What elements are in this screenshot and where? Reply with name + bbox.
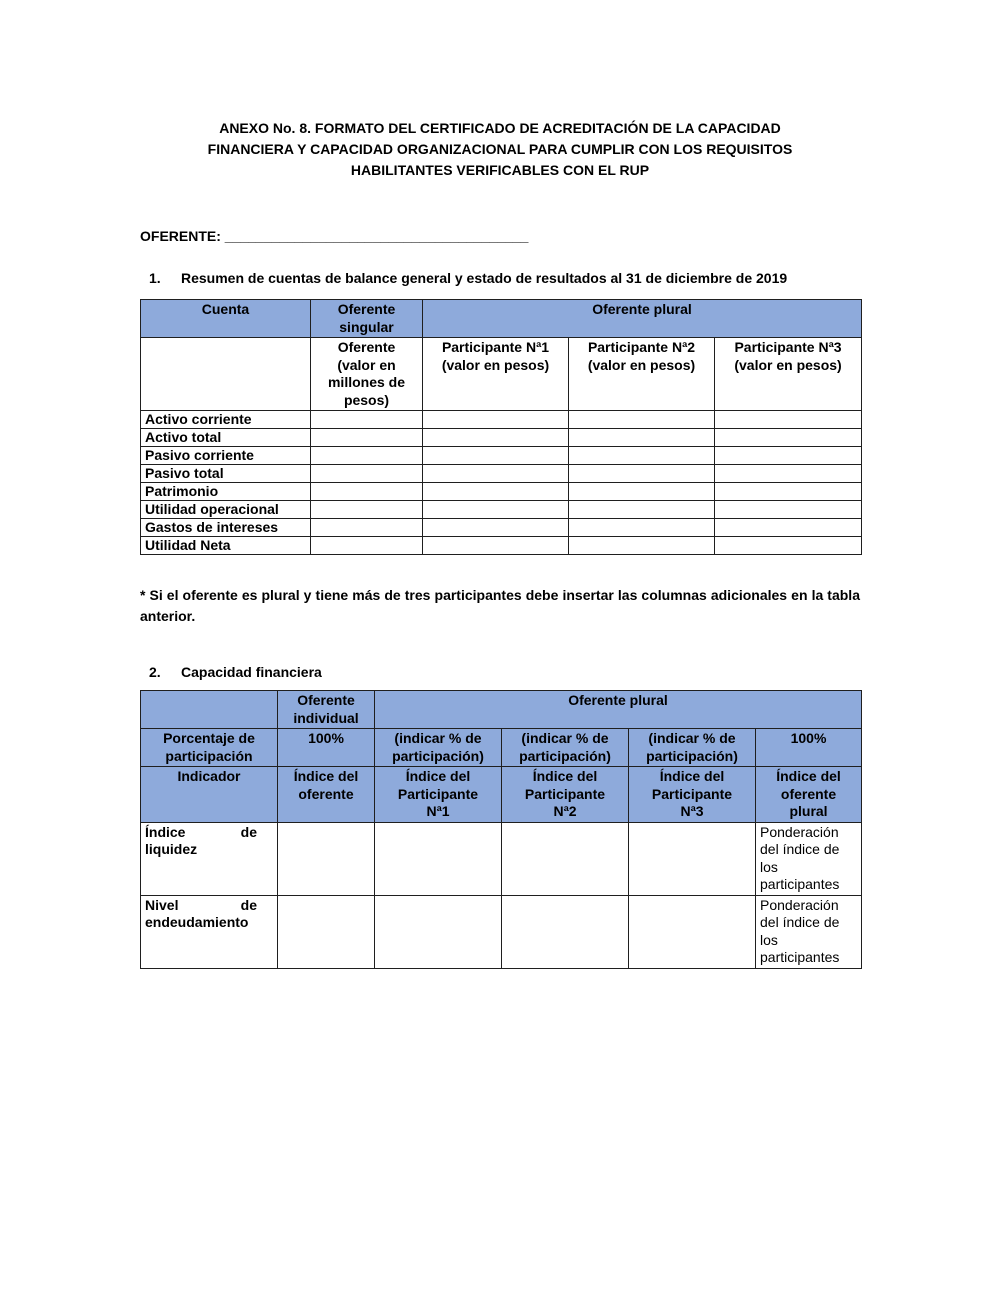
empty-cell	[311, 483, 423, 501]
indicator-p1: Índice del Participante Nª1	[375, 767, 502, 823]
table-row	[141, 537, 862, 555]
section-1-number: 1.	[149, 270, 161, 286]
title-line-3: HABILITANTES VERIFICABLES CON EL RUP	[350, 162, 650, 178]
empty-cell	[311, 411, 423, 429]
empty-cell	[715, 465, 862, 483]
empty-cell	[502, 822, 629, 895]
table1-subheader-participante-1: Participante Nª1 (valor en pesos)	[423, 338, 569, 411]
row-label: Activo corriente	[141, 411, 311, 429]
table-row	[141, 822, 862, 895]
participation-p1: (indicar % de participación)	[375, 729, 502, 767]
indicator-p2: Índice del Participante Nª2	[502, 767, 629, 823]
participation-individual: 100%	[278, 729, 375, 767]
empty-cell	[569, 411, 715, 429]
table1-header-cuenta: Cuenta	[141, 300, 311, 338]
participation-p2: (indicar % de participación)	[502, 729, 629, 767]
row-label: Gastos de intereses	[141, 519, 311, 537]
empty-cell	[629, 822, 756, 895]
empty-cell	[715, 411, 862, 429]
empty-cell	[569, 429, 715, 447]
row-label: Utilidad Neta	[141, 537, 311, 555]
empty-cell	[715, 447, 862, 465]
title-line-2: FINANCIERA Y CAPACIDAD ORGANIZACIONAL PARA CUMPLIR CON LOS REQUISITOS	[207, 141, 793, 157]
table2-header-plural: Oferente plural	[375, 691, 862, 729]
section-1-heading	[140, 268, 860, 289]
section-2-heading	[140, 662, 860, 683]
empty-cell	[569, 519, 715, 537]
oferente-row	[140, 226, 860, 247]
empty-cell	[423, 483, 569, 501]
table2-header-row	[141, 691, 862, 729]
table-row	[141, 411, 862, 429]
section-2-text: Capacidad financiera	[181, 664, 322, 680]
empty-cell	[423, 519, 569, 537]
table1-subheader-participante-2: Participante Nª2 (valor en pesos)	[569, 338, 715, 411]
indicator-name: Nivel de endeudamiento	[145, 896, 257, 930]
empty-cell	[278, 895, 375, 968]
empty-cell	[715, 501, 862, 519]
table-row	[141, 429, 862, 447]
table2-participation-row	[141, 729, 862, 767]
empty-cell	[375, 895, 502, 968]
participation-plural: 100%	[756, 729, 862, 767]
ponderacion-note: Ponderación del índice de los participantes	[756, 822, 862, 895]
row-label: Patrimonio	[141, 483, 311, 501]
table1-header-singular: Oferente singular	[311, 300, 423, 338]
title-line-1: ANEXO No. 8. FORMATO DEL CERTIFICADO DE ACREDITACIÓN DE LA CAPACIDAD	[219, 120, 781, 136]
row-label	[141, 895, 278, 968]
oferente-blank-line: _______________________________________	[224, 228, 529, 244]
section-1-text: Resumen de cuentas de balance general y estado de resultados al 31 de diciembre de 2019	[181, 270, 788, 286]
table1-header-plural: Oferente plural	[423, 300, 862, 338]
empty-cell	[423, 447, 569, 465]
empty-cell	[311, 429, 423, 447]
table-row	[141, 465, 862, 483]
empty-cell	[715, 483, 862, 501]
financial-capacity-table	[140, 690, 862, 969]
table-row	[141, 447, 862, 465]
empty-cell	[311, 447, 423, 465]
section-2-number: 2.	[149, 664, 161, 680]
empty-cell	[423, 537, 569, 555]
indicator-p3: Índice del Participante Nª3	[629, 767, 756, 823]
empty-cell	[569, 537, 715, 555]
indicator-label: Indicador	[141, 767, 278, 823]
row-label: Activo total	[141, 429, 311, 447]
empty-cell	[423, 465, 569, 483]
empty-cell	[311, 465, 423, 483]
table-row	[141, 483, 862, 501]
empty-cell	[629, 895, 756, 968]
empty-cell	[502, 895, 629, 968]
empty-cell	[375, 822, 502, 895]
empty-cell	[569, 447, 715, 465]
row-label: Pasivo corriente	[141, 447, 311, 465]
indicator-name: Índice de liquidez	[145, 823, 257, 857]
empty-cell	[423, 411, 569, 429]
table1-subheader-oferente: Oferente (valor en millones de pesos)	[311, 338, 423, 411]
indicator-individual: Índice del oferente	[278, 767, 375, 823]
participation-label: Porcentaje de participación	[141, 729, 278, 767]
empty-cell	[715, 519, 862, 537]
empty-cell	[715, 429, 862, 447]
table2-indicator-header-row	[141, 767, 862, 823]
balance-summary-table	[140, 299, 862, 555]
empty-cell	[715, 537, 862, 555]
row-label: Utilidad operacional	[141, 501, 311, 519]
empty-cell	[141, 691, 278, 729]
plural-note: * Si el oferente es plural y tiene más de tres participantes debe insertar las columnas adicionales en la tabla anterior.	[140, 587, 860, 624]
empty-cell	[569, 501, 715, 519]
row-label	[141, 822, 278, 895]
indicator-plural: Índice del oferente plural	[756, 767, 862, 823]
oferente-label: OFERENTE:	[140, 228, 221, 244]
empty-cell	[311, 519, 423, 537]
empty-cell	[423, 429, 569, 447]
empty-cell	[569, 465, 715, 483]
empty-cell	[311, 501, 423, 519]
page-title	[140, 118, 860, 181]
table2-header-individual: Oferente individual	[278, 691, 375, 729]
empty-cell	[569, 483, 715, 501]
table-row	[141, 501, 862, 519]
table-row	[141, 895, 862, 968]
row-label: Pasivo total	[141, 465, 311, 483]
table1-header-row	[141, 300, 862, 338]
participation-p3: (indicar % de participación)	[629, 729, 756, 767]
table1-subheader-participante-3: Participante Nª3 (valor en pesos)	[715, 338, 862, 411]
empty-cell	[141, 338, 311, 411]
empty-cell	[423, 501, 569, 519]
empty-cell	[311, 537, 423, 555]
table1-subheader-row	[141, 338, 862, 411]
ponderacion-note: Ponderación del índice de los participantes	[756, 895, 862, 968]
table-row	[141, 519, 862, 537]
empty-cell	[278, 822, 375, 895]
